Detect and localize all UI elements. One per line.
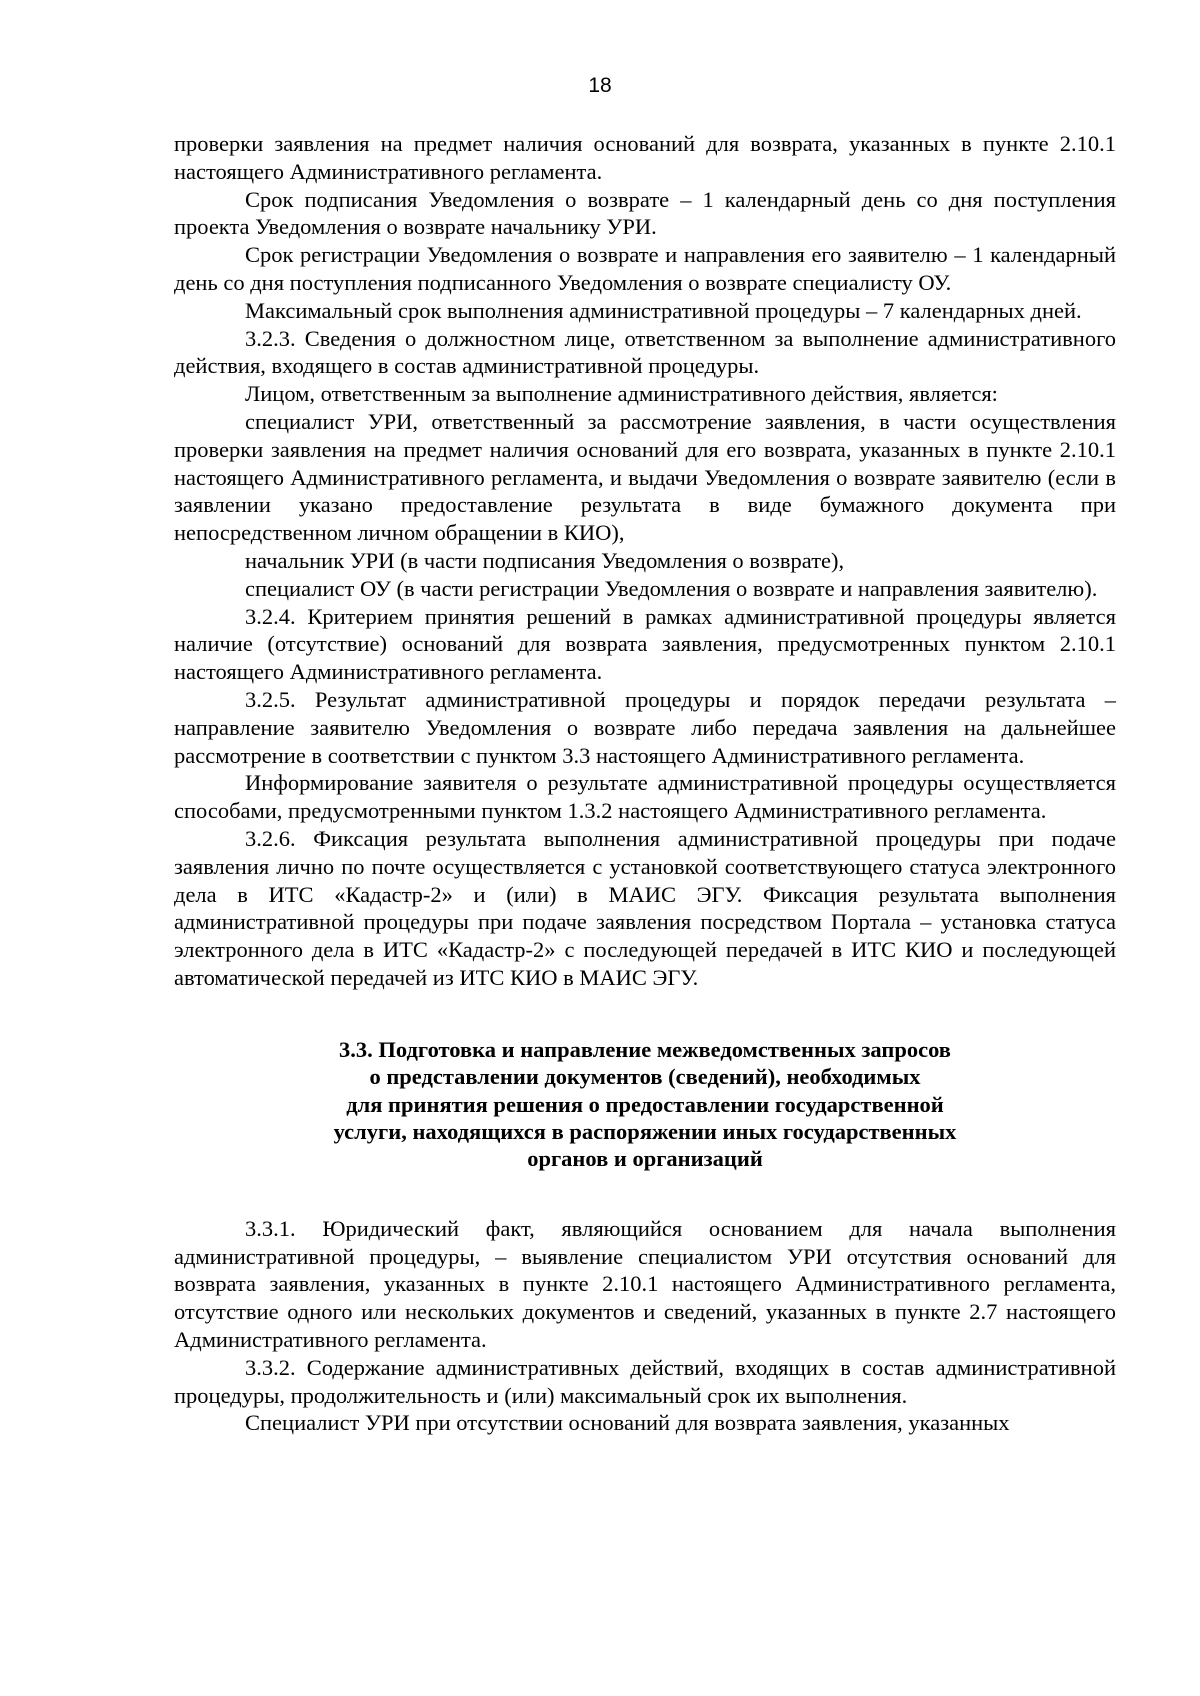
paragraph-uri-specialist: специалист УРИ, ответственный за рассмотрение заявления, в части осуществления проверки заявления на предмет наличия оснований для его возврата, указанных в пункте 2.10.1 настоящего Административного регламента, и выдачи Уведомления о возврате заявителю (если в заявлении указано предоставление результата в виде бумажного документа при непосредственном личном обращении в КИО),	[174, 408, 1116, 546]
paragraph-registration-term: Срок регистрации Уведомления о возврате и направления его заявителю – 1 календарный день со дня поступления подписанного Уведомления о возврате специалисту ОУ.	[174, 242, 1116, 295]
section-heading-line: органов и организаций	[527, 1146, 763, 1172]
paragraph-responsible-person: Лицом, ответственным за выполнение административного действия, является:	[245, 381, 998, 407]
paragraph-3-2-4: 3.2.4. Критерием принятия решений в рамках административной процедуры является наличие (отсутствие) оснований для возврата заявления, предусмотренных пунктом 2.10.1 настоящего Административного регламента.	[174, 603, 1116, 685]
paragraph-3-2-3: 3.2.3. Сведения о должностном лице, ответственном за выполнение административного действия, входящего в состав административной процедуры.	[174, 325, 1116, 379]
section-heading-3-3	[174, 1036, 1116, 1173]
paragraph-informing: Информирование заявителя о результате административной процедуры осуществляется способами, предусмотренными пунктом 1.3.2 настоящего Административного регламента.	[174, 770, 1116, 824]
paragraph-3-3-1: 3.3.1. Юридический факт, являющийся основанием для начала выполнения административной процедуры, – выявление специалистом УРИ отсутствия оснований для возврата заявления, указанных в пункте 2.10.1 настоящего Административного регламента, отсутствие одного или нескольких документов и сведений, указанных в пункте 2.7 настоящего Административного регламента.	[174, 1215, 1116, 1352]
paragraph-signing-term: Срок подписания Уведомления о возврате – 1 календарный день со дня поступления проекта Уведомления о возврате начальнику УРИ.	[174, 186, 1116, 240]
paragraph-3-3-2: 3.3.2. Содержание административных действий, входящих в состав административной процедуры, продолжительность и (или) максимальный срок их выполнения.	[174, 1354, 1116, 1408]
section-heading-line: для принятия решения о предоставлении государственной	[346, 1091, 944, 1117]
document-body	[174, 130, 1116, 1437]
section-heading-line: услуги, находящихся в распоряжении иных государственных	[333, 1118, 957, 1144]
section-heading-line: о представлении документов (сведений), необходимых	[369, 1064, 921, 1090]
paragraph-return-check: проверки заявления на предмет наличия оснований для возврата, указанных в пункте 2.10.1 настоящего Административного регламента.	[174, 131, 1116, 184]
paragraph-uri-head: начальник УРИ (в части подписания Уведомления о возврате),	[245, 547, 845, 573]
paragraph-uri-specialist-action: Специалист УРИ при отсутствии оснований для возврата заявления, указанных	[245, 1410, 1010, 1436]
paragraph-max-term: Максимальный срок выполнения административной процедуры – 7 календарных дней.	[245, 297, 1082, 323]
paragraph-3-2-5: 3.2.5. Результат административной процедуры и порядок передачи результата – направление заявителю Уведомления о возврате либо передача заявления на дальнейшее рассмотрение в соответствии с пунктом 3.3 настоящего Административного регламента.	[174, 686, 1116, 768]
paragraph-3-2-6: 3.2.6. Фиксация результата выполнения административной процедуры при подаче заявления лично по почте осуществляется с установкой соответствующего статуса электронного дела в ИТС «Кадастр-2» и (или) в МАИС ЭГУ. Фиксация результата выполнения административной процедуры при подаче заявления посредством Портала – установка статуса электронного дела в ИТС «Кадастр-2» с последующей передачей в ИТС КИО и последующей автоматической передачей из ИТС КИО в МАИС ЭГУ.	[174, 825, 1116, 990]
section-heading-line: 3.3. Подготовка и направление межведомственных запросов	[339, 1036, 951, 1062]
page-number: 18	[588, 74, 612, 97]
paragraph-ou-specialist: специалист ОУ (в части регистрации Уведомления о возврате и направления заявителю).	[245, 575, 1098, 601]
